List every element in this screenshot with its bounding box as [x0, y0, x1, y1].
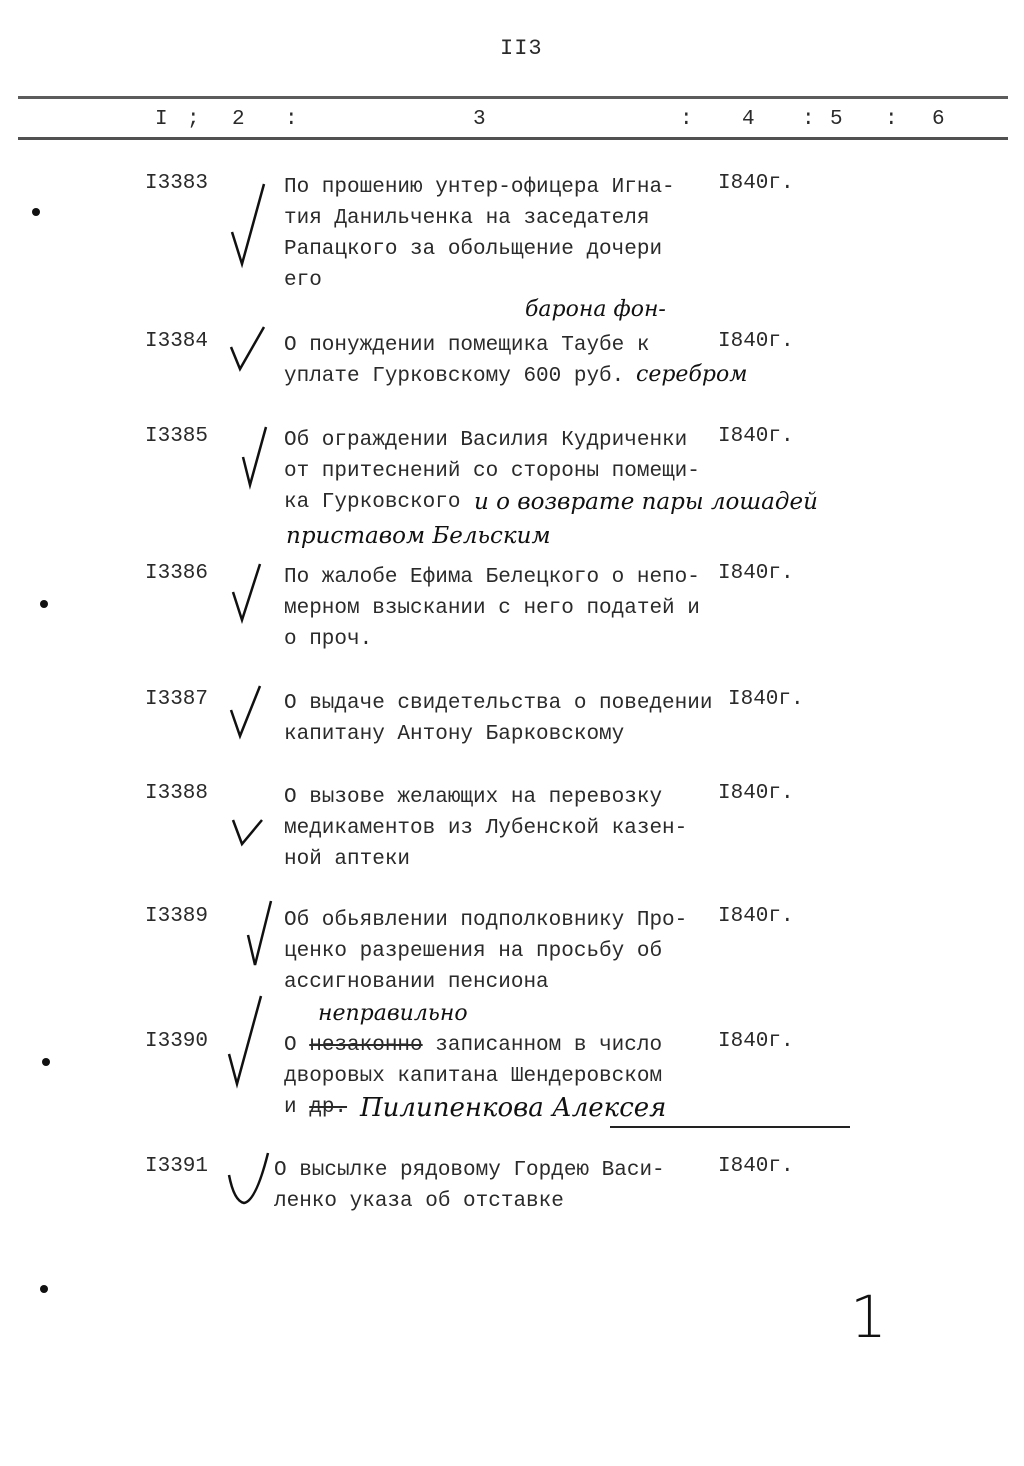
handwritten-page-mark: 1	[850, 1283, 887, 1351]
entry-text-line	[284, 1030, 662, 1061]
col-header-2: 2	[232, 108, 245, 131]
col-header-1: I	[155, 108, 168, 131]
checkmark-icon	[228, 325, 268, 375]
page-number: II3	[500, 36, 543, 61]
handwritten-insertion: Пилипенкова Алексея	[360, 1093, 667, 1123]
entry-text-line: По прошению унтер-офицера Игна-	[284, 176, 675, 199]
punch-hole-mark	[32, 208, 40, 216]
col-header-sep: :	[680, 108, 693, 131]
entry-number: I3388	[145, 782, 209, 805]
col-header-sep: :	[885, 108, 898, 131]
struck-text: незаконно	[309, 1034, 423, 1057]
entry-text-line: медикаментов из Лубенской казен-	[284, 817, 688, 840]
checkmark-icon	[230, 562, 265, 624]
entry-text-line: Рапацкого за обольщение дочери	[284, 238, 663, 261]
entry-date: I840г.	[718, 1155, 794, 1178]
entry-date: I840г.	[728, 688, 804, 711]
entry-number: I3383	[145, 172, 209, 195]
col-header-3: 3	[473, 108, 486, 131]
entry-text-line: О понуждении помещика Таубе к	[284, 334, 650, 357]
entry-text-line: его	[284, 269, 322, 292]
punch-hole-mark	[40, 600, 48, 608]
punch-hole-mark	[42, 1058, 50, 1066]
text-fragment: и	[284, 1096, 310, 1119]
underline-stroke	[610, 1126, 850, 1128]
entry-number: I3389	[145, 905, 209, 928]
entry-text-line: Об обьявлении подполковнику Про-	[284, 909, 688, 932]
entry-date: I840г.	[718, 172, 794, 195]
entry-number: I3384	[145, 330, 209, 353]
entry-text-line: ассигновании пенсиона	[284, 971, 549, 994]
header-rule-bottom	[18, 137, 1008, 140]
col-header-sep: ;	[187, 108, 200, 131]
handwritten-insertion: неправильно	[318, 1001, 468, 1026]
entry-text-line: О выдаче свидетельства о поведении	[284, 692, 713, 715]
entry-date: I840г.	[718, 1030, 794, 1053]
entry-text-line: О вызове желающих на перевозку	[284, 786, 663, 809]
header-rule-top	[18, 96, 1008, 99]
col-header-sep: :	[802, 108, 815, 131]
entry-text-line: уплате Гурковскому 600 руб.	[284, 365, 625, 388]
entry-text-line: от притеснений со стороны помещи-	[284, 460, 700, 483]
entry-text-line: ленко указа об отставке	[274, 1190, 564, 1213]
entry-text-line: О высылке рядовому Гордею Васи-	[274, 1159, 665, 1182]
entry-number: I3387	[145, 688, 209, 711]
handwritten-insertion: серебром	[636, 362, 748, 387]
col-header-6: 6	[932, 108, 945, 131]
entry-number: I3386	[145, 562, 209, 585]
entry-text-line	[284, 1092, 347, 1123]
entry-date: I840г.	[718, 562, 794, 585]
entry-text-line: дворовых капитана Шендеровском	[284, 1065, 663, 1088]
entry-number: I3385	[145, 425, 209, 448]
entry-number: I3390	[145, 1030, 209, 1053]
entry-text-line: капитану Антону Барковскому	[284, 723, 625, 746]
checkmark-icon	[226, 1151, 270, 1209]
struck-text: др.	[309, 1096, 348, 1119]
handwritten-insertion: и о возврате пары лошадей	[474, 489, 818, 515]
handwritten-insertion: приставом Бельским	[286, 523, 551, 549]
entry-text-line: тия Данильченка на заседателя	[284, 207, 650, 230]
checkmark-icon	[240, 425, 270, 490]
col-header-4: 4	[742, 108, 755, 131]
entry-text-line: о проч.	[284, 628, 373, 651]
col-header-sep: :	[285, 108, 298, 131]
text-fragment: О	[284, 1034, 310, 1057]
checkmark-icon	[230, 817, 266, 847]
col-header-5: 5	[830, 108, 843, 131]
entry-text-line: мерном взыскании с него податей и	[284, 597, 700, 620]
entry-text-line: ной аптеки	[284, 848, 411, 871]
entry-text-line: ценко разрешения на просьбу об	[284, 940, 663, 963]
entry-date: I840г.	[718, 425, 794, 448]
entry-number: I3391	[145, 1155, 209, 1178]
text-fragment: записанном в число	[422, 1034, 663, 1057]
entry-date: I840г.	[718, 905, 794, 928]
entry-text-line: Об ограждении Василия Кудриченки	[284, 429, 688, 452]
punch-hole-mark	[40, 1285, 48, 1293]
entry-date: I840г.	[718, 330, 794, 353]
entry-text-line: По жалобе Ефима Белецкого о непо-	[284, 566, 700, 589]
entry-text-line: ка Гурковского	[284, 491, 461, 514]
checkmark-icon	[225, 994, 265, 1089]
entry-date: I840г.	[718, 782, 794, 805]
checkmark-icon	[228, 684, 264, 740]
handwritten-insertion: барона фон-	[525, 297, 666, 322]
checkmark-icon	[245, 899, 275, 969]
checkmark-icon	[228, 182, 268, 272]
